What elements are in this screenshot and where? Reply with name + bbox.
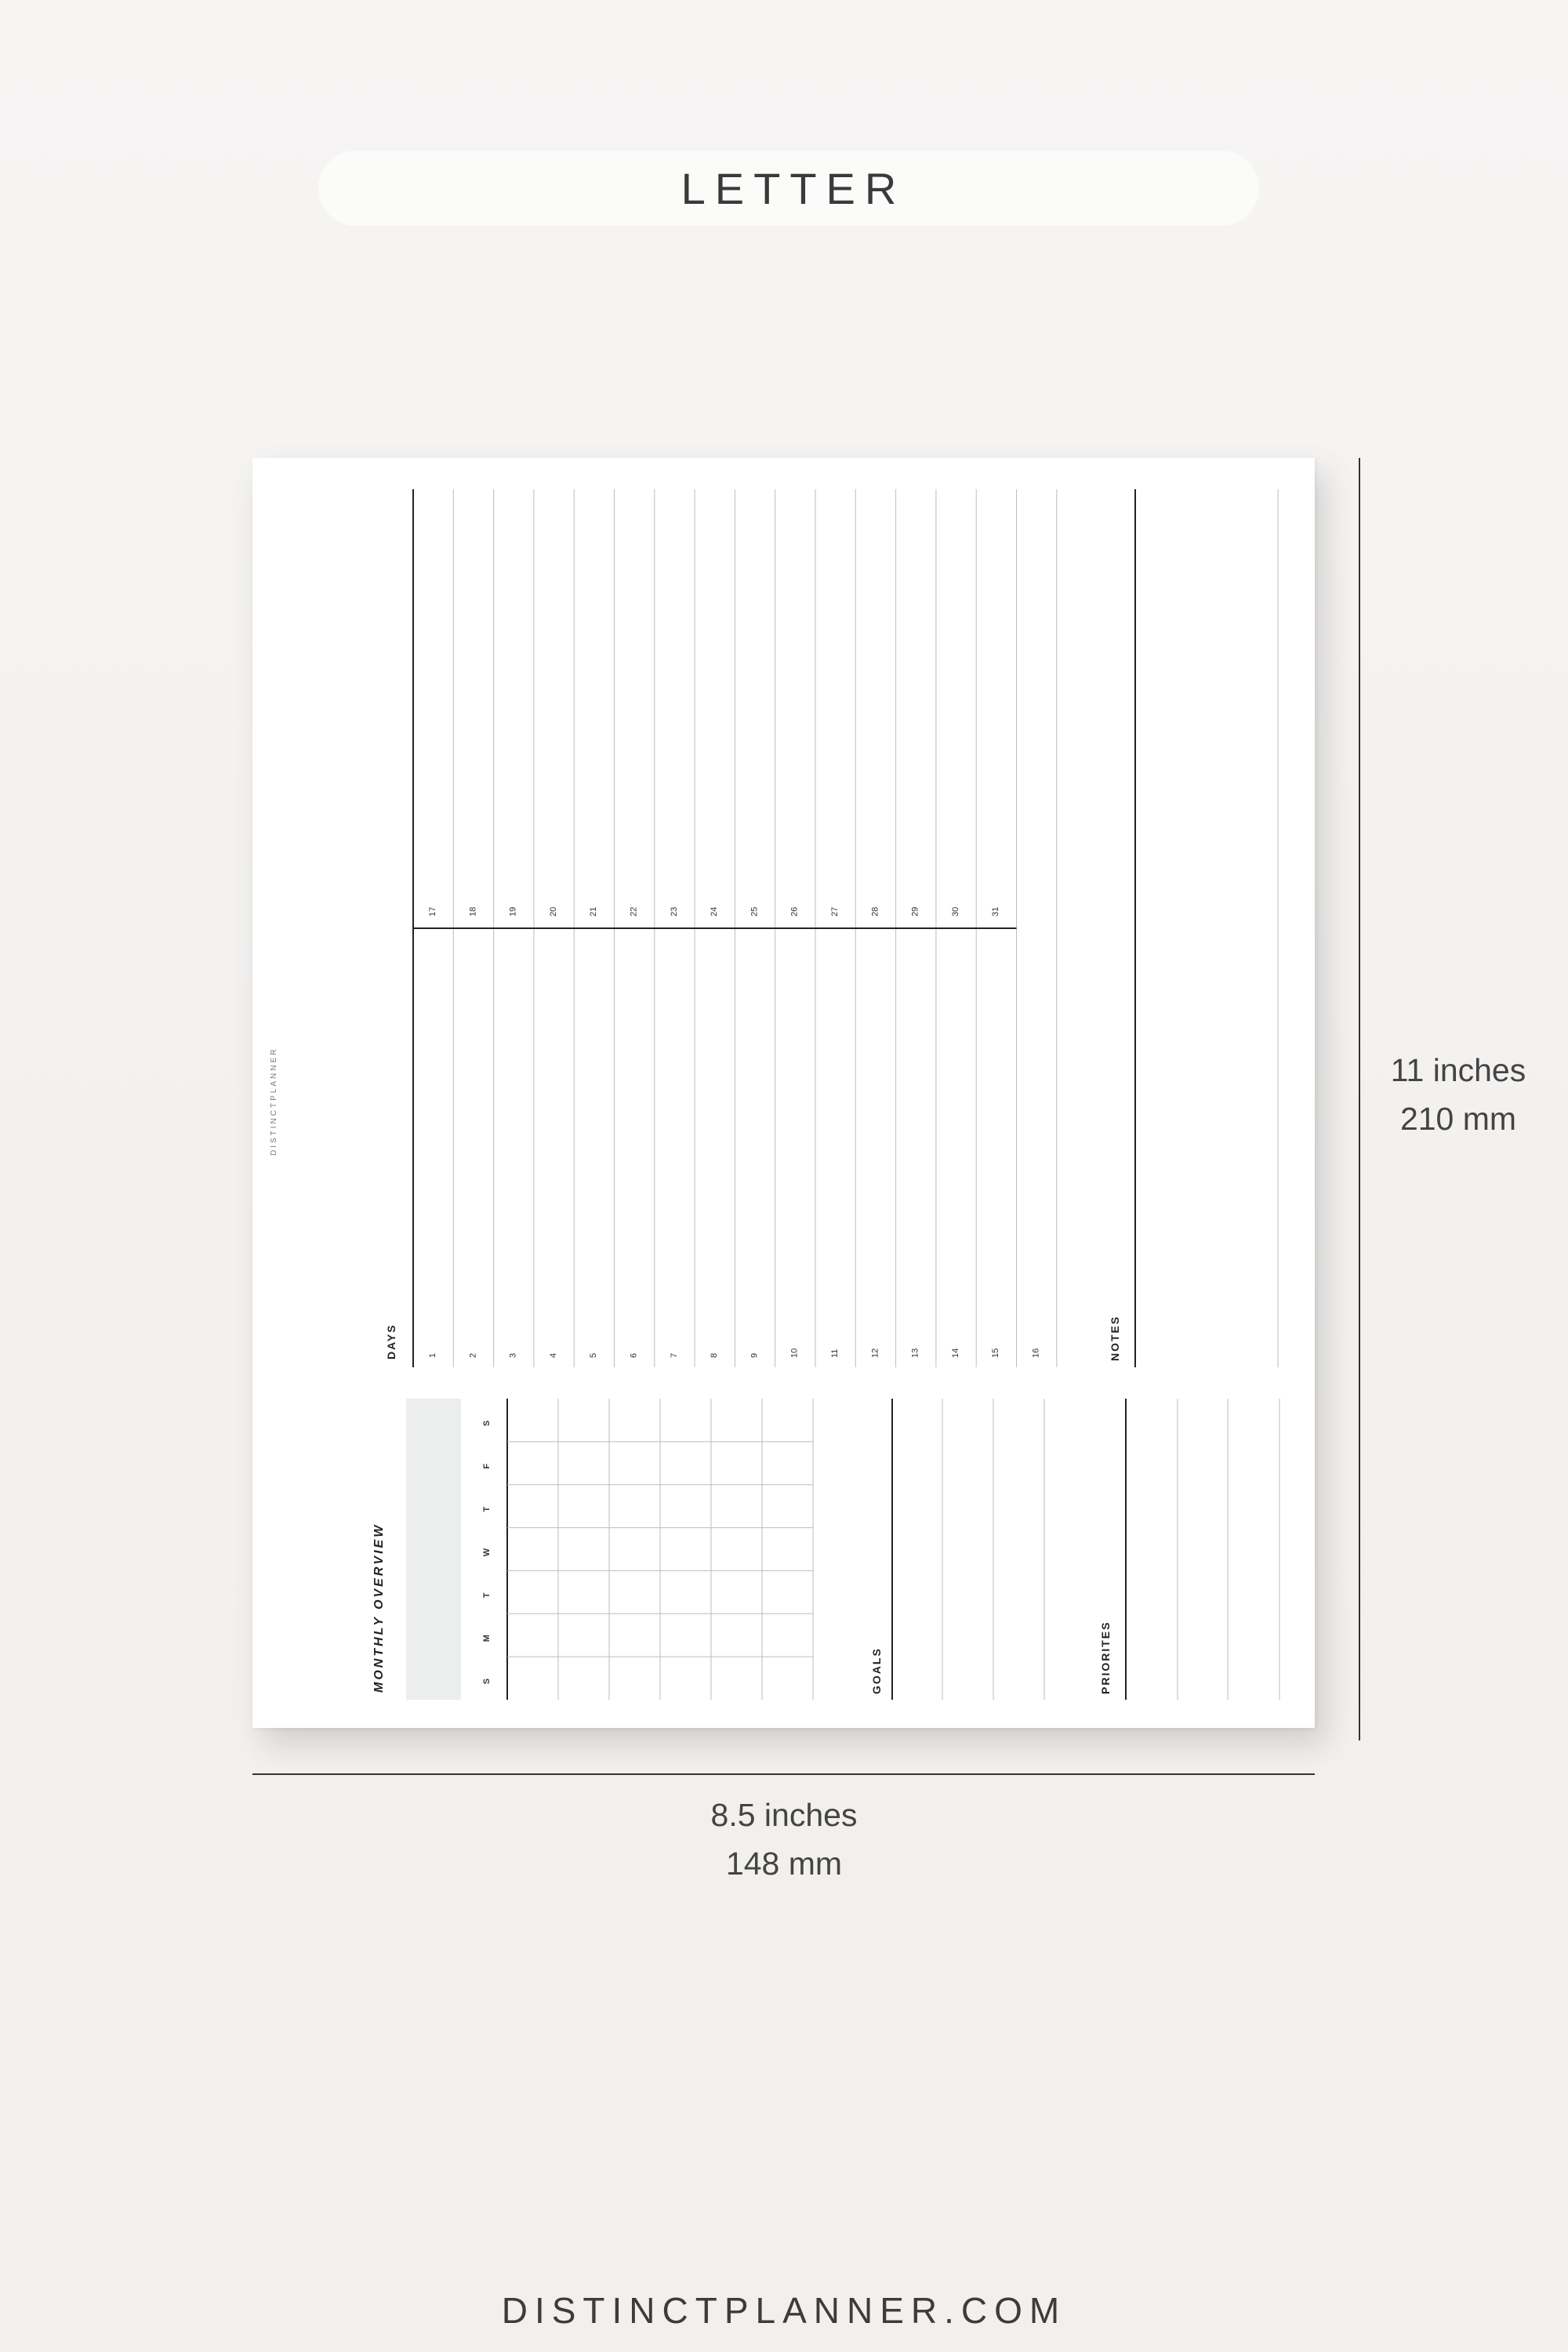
day-number: 10 bbox=[789, 1348, 800, 1358]
day-number: 2 bbox=[468, 1352, 478, 1358]
width-inches: 8.5 inches bbox=[710, 1797, 858, 1833]
size-label-pill bbox=[318, 151, 1259, 226]
weekday-label: S bbox=[482, 1420, 492, 1427]
width-mm: 148 mm bbox=[725, 1846, 843, 1882]
day-number: 16 bbox=[1031, 1348, 1041, 1358]
day-number: 29 bbox=[910, 906, 920, 916]
height-dimension-label bbox=[1360, 1046, 1556, 1143]
day-number: 18 bbox=[468, 906, 478, 916]
planner-layout bbox=[252, 458, 1315, 1728]
day-number: 31 bbox=[991, 906, 1001, 916]
website-footer: DISTINCTPLANNER.COM bbox=[501, 2290, 1067, 2331]
day-number: 26 bbox=[789, 906, 800, 916]
day-number: 1 bbox=[428, 1352, 437, 1358]
day-number: 17 bbox=[428, 906, 437, 916]
day-number: 15 bbox=[991, 1348, 1001, 1358]
day-number: 23 bbox=[669, 906, 679, 916]
width-dimension-label bbox=[588, 1791, 980, 1888]
width-dimension-line bbox=[252, 1773, 1315, 1775]
goals-lines bbox=[892, 1399, 1044, 1700]
calendar-grid bbox=[507, 1399, 813, 1700]
monthly-overview-label: MONTHLY OVERVIEW bbox=[372, 1523, 386, 1693]
days-top-numbers bbox=[428, 907, 1000, 916]
day-number: 25 bbox=[750, 906, 760, 916]
day-number: 5 bbox=[589, 1352, 599, 1358]
day-number: 28 bbox=[870, 906, 880, 916]
day-number: 8 bbox=[710, 1352, 720, 1358]
planner-sheet bbox=[252, 458, 1315, 1728]
day-number: 27 bbox=[830, 906, 840, 916]
brand-text: DISTINCTPLANNER bbox=[270, 1047, 278, 1156]
height-inches: 11 inches bbox=[1390, 1052, 1526, 1088]
day-number: 22 bbox=[629, 906, 639, 916]
day-number: 3 bbox=[508, 1352, 518, 1358]
day-number: 14 bbox=[950, 1348, 960, 1358]
height-mm: 210 mm bbox=[1399, 1101, 1517, 1137]
day-number: 20 bbox=[548, 906, 558, 916]
day-number: 4 bbox=[548, 1352, 558, 1358]
day-number: 21 bbox=[589, 906, 599, 916]
days-label: DAYS bbox=[385, 1323, 397, 1359]
day-number: 6 bbox=[629, 1352, 639, 1358]
days-bottom-numbers bbox=[428, 1348, 1041, 1358]
weekday-label: W bbox=[482, 1548, 492, 1557]
day-number: 24 bbox=[710, 906, 720, 916]
weekday-label: T bbox=[482, 1506, 492, 1512]
day-number: 13 bbox=[910, 1348, 920, 1358]
weekday-label: T bbox=[482, 1592, 492, 1599]
weekday-label: S bbox=[482, 1678, 492, 1685]
weekday-labels bbox=[482, 1421, 492, 1684]
size-label: LETTER bbox=[681, 163, 906, 213]
day-number: 30 bbox=[950, 906, 960, 916]
day-number: 9 bbox=[750, 1352, 760, 1358]
weekday-label: F bbox=[482, 1463, 492, 1469]
priorities-lines bbox=[1126, 1399, 1279, 1700]
days-grid bbox=[413, 489, 1057, 1367]
goals-label: GOALS bbox=[870, 1647, 883, 1694]
day-number: 11 bbox=[830, 1348, 840, 1358]
day-number: 19 bbox=[508, 906, 518, 916]
day-number: 7 bbox=[669, 1352, 679, 1358]
notes-label: NOTES bbox=[1109, 1315, 1121, 1361]
notes-lines bbox=[1135, 489, 1278, 1367]
weekday-label: M bbox=[482, 1635, 492, 1642]
day-number: 12 bbox=[870, 1348, 880, 1358]
month-name-box bbox=[406, 1399, 461, 1700]
priorities-label: PRIORITES bbox=[1099, 1621, 1112, 1694]
